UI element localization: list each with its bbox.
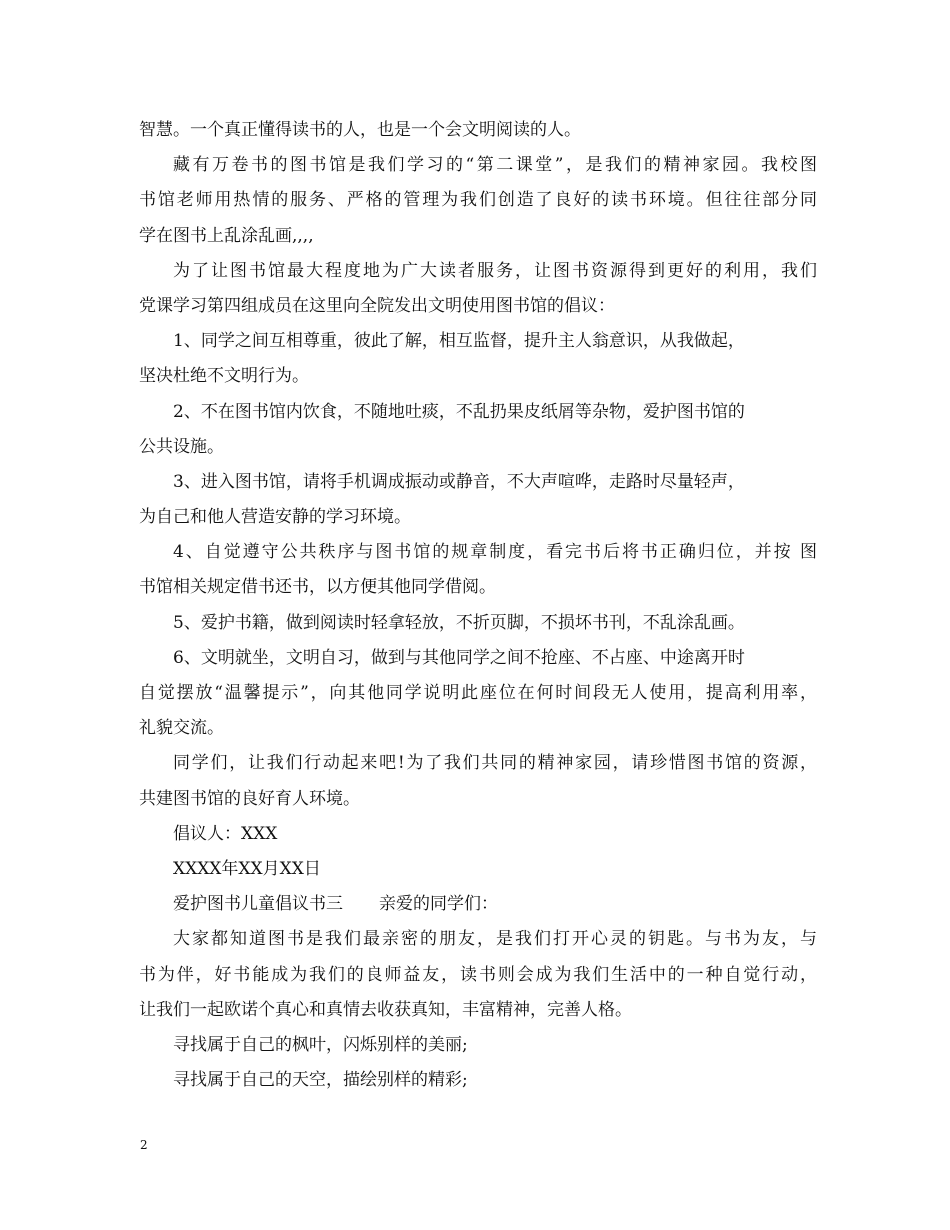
paragraph-line: 共建图书馆的良好育人环境。 [139, 788, 360, 809]
section-title: 爱护图书儿童倡议书三 [173, 894, 343, 915]
list-item-line: 5、爱护书籍，做到阅读时轻拿轻放，不折页脚，不损坏书刊，不乱涂乱画。 [173, 612, 745, 633]
paragraph-line: 大家都知道图书是我们最亲密的朋友，是我们打开心灵的钥匙。与书为友，与 [173, 929, 817, 950]
paragraph-line: 同学们，让我们行动起来吧!为了我们共同的精神家园，请珍惜图书馆的资源， [173, 753, 817, 774]
list-item-line: 4、自觉遵守公共秩序与图书馆的规章制度，看完书后将书正确归位，并按 图 [173, 542, 817, 563]
salutation: 亲爱的同学们： [379, 894, 498, 915]
list-item-line: 6、文明就坐，文明自习，做到与其他同学之间不抢座、不占座、中途离开时 [173, 647, 745, 668]
list-item-line: 自觉摆放“温馨提示”，向其他同学说明此座位在何时间段无人使用，提高利用率， [139, 683, 817, 703]
paragraph-line: 学在图书上乱涂乱画,,,, [139, 225, 314, 246]
paragraph-line: 寻找属于自己的枫叶，闪烁别样的美丽; [173, 1034, 468, 1055]
paragraph-line: 为了让图书馆最大程度地为广大读者服务，让图书资源得到更好的利用，我们 [173, 260, 817, 281]
list-item-line: 书馆相关规定借书还书，以方便其他同学借阅。 [139, 577, 496, 598]
page-number: 2 [140, 1138, 148, 1152]
heading-line [139, 887, 817, 922]
list-item-line: 公共设施。 [139, 436, 224, 457]
paragraph-line: 藏有万卷书的图书馆是我们学习的“第二课堂”，是我们的精神家园。我校图 [173, 155, 817, 176]
paragraph-line: 寻找属于自己的天空，描绘别样的精彩; [173, 1070, 468, 1091]
list-item-line: 3、进入图书馆，请将手机调成振动或静音，不大声喧哗，走路时尽量轻声， [173, 471, 745, 492]
list-item-line: 为自己和他人营造安静的学习环境。 [139, 507, 411, 528]
paragraph-line: 智慧。一个真正懂得读书的人，也是一个会文明阅读的人。 [139, 120, 581, 140]
paragraph-line: 书为伴，好书能成为我们的良师益友，读书则会成为我们生活中的一种自觉行动， [139, 964, 817, 985]
list-item-line: 礼貌交流。 [139, 718, 224, 739]
signature-line: 倡议人：XXX [173, 823, 278, 844]
paragraph-line: 党课学习第四组成员在这里向全院发出文明使用图书馆的倡议： [139, 295, 615, 316]
list-item-line: 1、同学之间互相尊重，彼此了解，相互监督，提升主人翁意识，从我做起， [173, 331, 745, 352]
paragraph-line: 书馆老师用热情的服务、严格的管理为我们创造了良好的读书环境。但往往部分同 [139, 190, 817, 211]
list-item-line: 坚决杜绝不文明行为。 [139, 366, 309, 387]
paragraph-line: 让我们一起欧诺个真心和真情去收获真知，丰富精神，完善人格。 [139, 999, 632, 1020]
document-body [139, 113, 817, 1098]
list-item-line: 2、不在图书馆内饮食，不随地吐痰，不乱扔果皮纸屑等杂物，爱护图书馆的 [173, 401, 745, 422]
date-line: XXXX年XX月XX日 [173, 858, 321, 879]
